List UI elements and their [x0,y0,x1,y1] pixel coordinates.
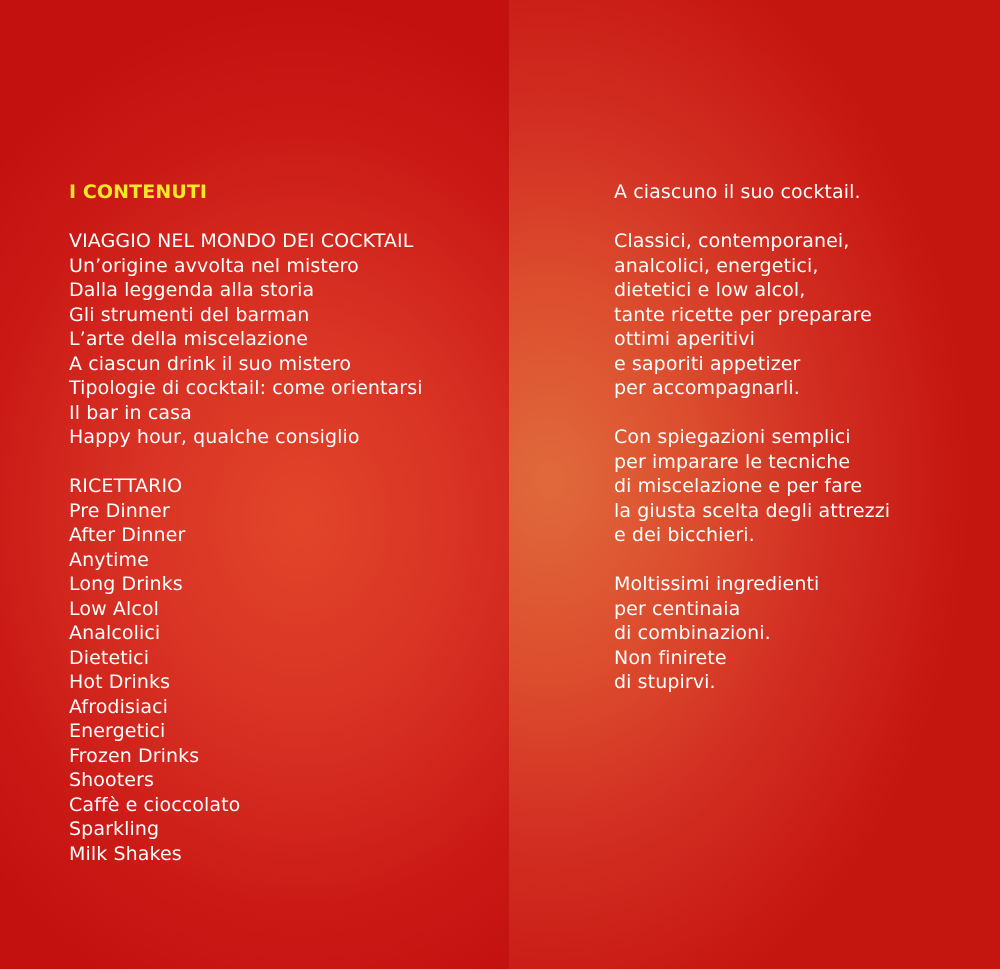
contents-column [69,180,423,866]
blurb-line: Classici, contemporanei, [614,230,850,252]
blurb-column [614,180,890,695]
contents-title: I CONTENUTI [69,181,208,203]
blurb-line: e dei bicchieri. [614,524,755,546]
section-heading-ricettario: RICETTARIO [69,475,183,497]
spacer [69,450,423,475]
contents-item: Tipologie di cocktail: come orientarsi [69,377,423,399]
spacer [614,401,890,426]
contents-item: L’arte della miscelazione [69,328,309,350]
contents-item: Dalla leggenda alla storia [69,279,315,301]
recipe-category: Afrodisiaci [69,695,169,718]
spacer [69,205,423,230]
blurb-line: ottimi aperitivi [614,328,755,350]
contents-item: A ciascun drink il suo mistero [69,352,352,375]
blurb-line: di stupirvi. [614,671,716,693]
contents-item: Happy hour, qualche consiglio [69,426,360,448]
blurb-line: e saporiti appetizer [614,352,801,375]
blurb-tagline: A ciascuno il suo cocktail. [614,181,861,203]
blurb-line: tante ricette per preparare [614,303,872,326]
blurb-line: Con spiegazioni semplici [614,426,851,448]
blurb-line: Non finirete [614,646,727,669]
blurb-line: la giusta scelta degli attrezzi [614,499,891,522]
recipe-category: Shooters [69,769,155,791]
recipe-category: After Dinner [69,524,186,546]
recipe-category: Analcolici [69,622,161,644]
recipe-category: Frozen Drinks [69,744,200,767]
blurb-line: per imparare le tecniche [614,450,851,473]
section-heading-viaggio: VIAGGIO NEL MONDO DEI COCKTAIL [69,230,414,252]
recipe-category: Milk Shakes [69,842,182,865]
recipe-category: Hot Drinks [69,671,171,693]
blurb-line: per centinaia [614,597,741,620]
recipe-category: Anytime [69,548,149,571]
contents-item: Il bar in casa [69,401,192,424]
blurb-line: dietetici e low alcol, [614,279,806,301]
recipe-category: Sparkling [69,818,160,840]
recipe-category: Pre Dinner [69,499,170,522]
recipe-category: Long Drinks [69,573,183,595]
recipe-category: Low Alcol [69,597,159,620]
recipe-category: Dietetici [69,646,150,669]
blurb-line: per accompagnarli. [614,377,800,399]
contents-item: Gli strumenti del barman [69,303,310,326]
spacer [614,205,890,230]
blurb-line: Moltissimi ingredienti [614,573,820,595]
blurb-line: di miscelazione e per fare [614,475,863,497]
recipe-category: Caffè e cioccolato [69,793,241,816]
blurb-line: di combinazioni. [614,622,771,644]
blurb-line: analcolici, energetici, [614,254,819,277]
spacer [614,548,890,573]
recipe-category: Energetici [69,720,166,742]
contents-item: Un’origine avvolta nel mistero [69,254,359,277]
